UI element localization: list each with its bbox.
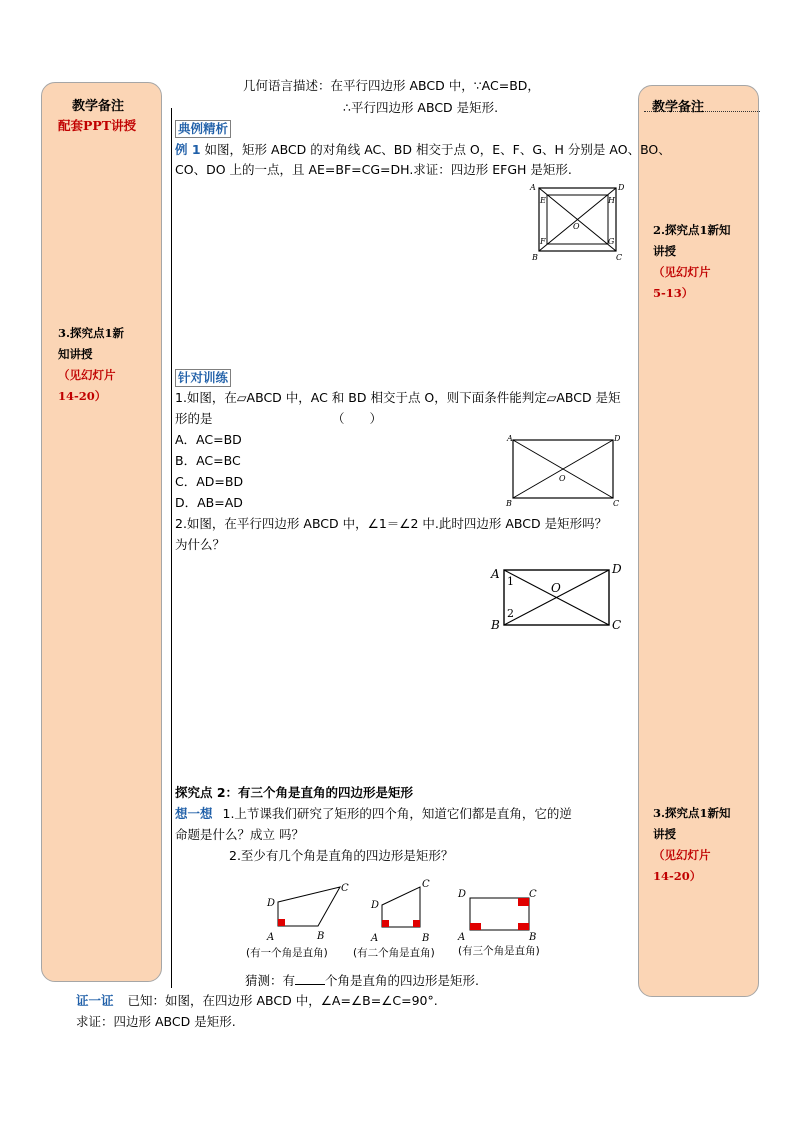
right-notes-title: 教学备注 (652, 100, 705, 115)
fig1-label-a: A (507, 434, 513, 443)
left-notes-subtitle: 配套PPT讲授 (58, 118, 137, 133)
shape1-right-angle-a (278, 919, 285, 926)
example-label: 例 1 (175, 142, 201, 157)
proof-given: 已知：如图，在四边形 ABCD 中，∠A=∠B=∠C=90°. (127, 993, 438, 1008)
intro-line1: 几何语言描述：在平行四边形 ABCD 中，∵AC=BD， (243, 78, 540, 93)
explore2-q1-line2: 命题是什么？成立 吗？ (175, 827, 304, 842)
fig2-label-b: B (491, 618, 500, 632)
shape3-label-d: D (458, 889, 467, 900)
shape3-right-angle-b (518, 923, 529, 930)
option-d: D．AB=AD (175, 495, 243, 510)
left-note-explore1 (58, 323, 150, 407)
shape-one-right-angle (260, 880, 355, 944)
example-tag-wrap (175, 120, 231, 138)
fig-label-b: B (532, 253, 538, 262)
caption-two-right-angles: (有二个角是直角) (353, 947, 435, 959)
left-note-line2: 知讲授 (58, 347, 93, 361)
right-note1-line2: 讲授 (653, 244, 676, 258)
shape1-label-a: A (267, 932, 275, 943)
option-a: A．AC=BD (175, 432, 242, 447)
right-note2-line4: 14-20） (653, 869, 702, 883)
left-note-line4: 14-20） (58, 389, 107, 403)
fig-label-f: F (540, 237, 546, 246)
option-b: B．AC=BC (175, 453, 241, 468)
example-figure (528, 180, 628, 262)
training-figure-2 (486, 558, 628, 634)
content-divider (171, 108, 172, 988)
shape-two-right-angles (364, 875, 444, 945)
shape1-label-b: B (317, 931, 325, 942)
training-q2-line2: 为什么？ (175, 537, 226, 552)
intro-line2: ∴平行四边形 ABCD 是矩形. (343, 100, 499, 115)
shape2-label-b: B (422, 933, 430, 944)
training-q1-paren: （ ） (332, 411, 383, 426)
shape1-label-c: C (341, 883, 349, 894)
right-note1-line1: 2.探究点1新知 (653, 223, 731, 237)
shape3-label-b: B (529, 932, 537, 943)
shape1-quad (278, 887, 340, 926)
fig1-label-b: B (506, 499, 512, 508)
explore2-q1-text: 1.上节课我们研究了矩形的四个角，知道它们都是直角，它的逆 (222, 806, 572, 821)
right-note2-line2: 讲授 (653, 827, 676, 841)
fig-label-d: D (618, 183, 625, 192)
fig2-label-d: D (612, 562, 622, 576)
fig1-label-c: C (613, 499, 620, 508)
fig2-label-c: C (612, 618, 622, 632)
fig-label-h: H (608, 196, 615, 205)
explore2-q2: 2.至少有几个角是直角的四边形是矩形？ (229, 848, 454, 863)
left-notes-panel (41, 82, 162, 982)
training-q2-line1: 2.如图，在平行四边形 ABCD 中，∠1＝∠2 中.此时四边形 ABCD 是矩形吗？ (175, 516, 608, 531)
proof-label: 证一证 (76, 993, 114, 1008)
caption-three-right-angles: (有三个角是直角) (458, 945, 540, 957)
shape2-right-angle-b (413, 920, 420, 927)
shape2-label-a: A (371, 933, 379, 944)
guess-prefix: 猜测：有 (245, 973, 296, 988)
proof-prove-line: 求证：四边形 ABCD 是矩形. (76, 1014, 236, 1029)
option-c: C．AD=BD (175, 474, 244, 489)
right-note2-line3: （见幻灯片 (653, 848, 711, 862)
shape3-right-angle-c (518, 898, 529, 906)
shape3-label-a: A (458, 932, 466, 943)
fig-label-e: E (540, 196, 546, 205)
left-note-line3: （见幻灯片 (58, 368, 116, 382)
example-text-line1: 如图，矩形 ABCD 的对角线 AC、BD 相交于点 O，E、F、G、H 分别是 AO、BO、 (204, 142, 671, 157)
training-tag-wrap (175, 369, 231, 387)
shape2-label-c: C (422, 879, 430, 890)
fig1-label-o: O (559, 474, 566, 483)
guess-blank[interactable] (295, 972, 325, 985)
fig-label-o: O (573, 222, 580, 231)
fig2-label-angle2: 2 (507, 607, 514, 620)
guess-suffix: 个角是直角的四边形是矩形. (325, 973, 479, 988)
fig-label-c: C (616, 253, 623, 262)
example-line1 (175, 142, 671, 158)
think-label: 想一想 (175, 806, 213, 821)
shape2-label-d: D (371, 900, 380, 911)
training-q1-line1: 1.如图，在▱ABCD 中，AC 和 BD 相交于点 O，则下面条件能判定▱ABCD 是矩 (175, 390, 621, 405)
fig2-label-angle1: 1 (507, 575, 514, 588)
right-note1-line4: 5-13） (653, 286, 694, 300)
example-section-tag: 典例精析 (175, 120, 231, 138)
training-figure-1 (503, 431, 625, 509)
right-note-explore2 (653, 803, 751, 887)
fig2-label-o: O (551, 581, 561, 595)
shape3-label-c: C (529, 889, 537, 900)
right-note1-line3: （见幻灯片 (653, 265, 711, 279)
right-note-explore1 (653, 220, 751, 304)
shape1-label-d: D (267, 898, 276, 909)
shape2-right-angle-a (382, 920, 389, 927)
fig1-label-d: D (614, 434, 621, 443)
caption-one-right-angle: (有一个角是直角) (246, 947, 328, 959)
training-q1-line2: 形的是 (175, 411, 213, 426)
explore2-heading: 探究点 2：有三个角是直角的四边形是矩形 (175, 785, 414, 800)
fig-label-a: A (530, 183, 536, 192)
shape-three-right-angles (452, 880, 552, 944)
example-line2: CO、DO 上的一点，且 AE=BF=CG=DH.求证：四边形 EFGH 是矩形. (175, 162, 572, 177)
fig2-label-a: A (491, 567, 500, 581)
training-section-tag: 针对训练 (175, 369, 231, 387)
explore2-q1-line1 (175, 806, 572, 822)
left-notes-title: 教学备注 (72, 99, 125, 114)
right-note2-line1: 3.探究点1新知 (653, 806, 731, 820)
guess-line (245, 972, 479, 989)
shape3-right-angle-a (470, 923, 481, 930)
left-note-line1: 3.探究点1新 (58, 326, 125, 340)
fig-label-g: G (608, 237, 615, 246)
proof-given-line (76, 993, 438, 1009)
